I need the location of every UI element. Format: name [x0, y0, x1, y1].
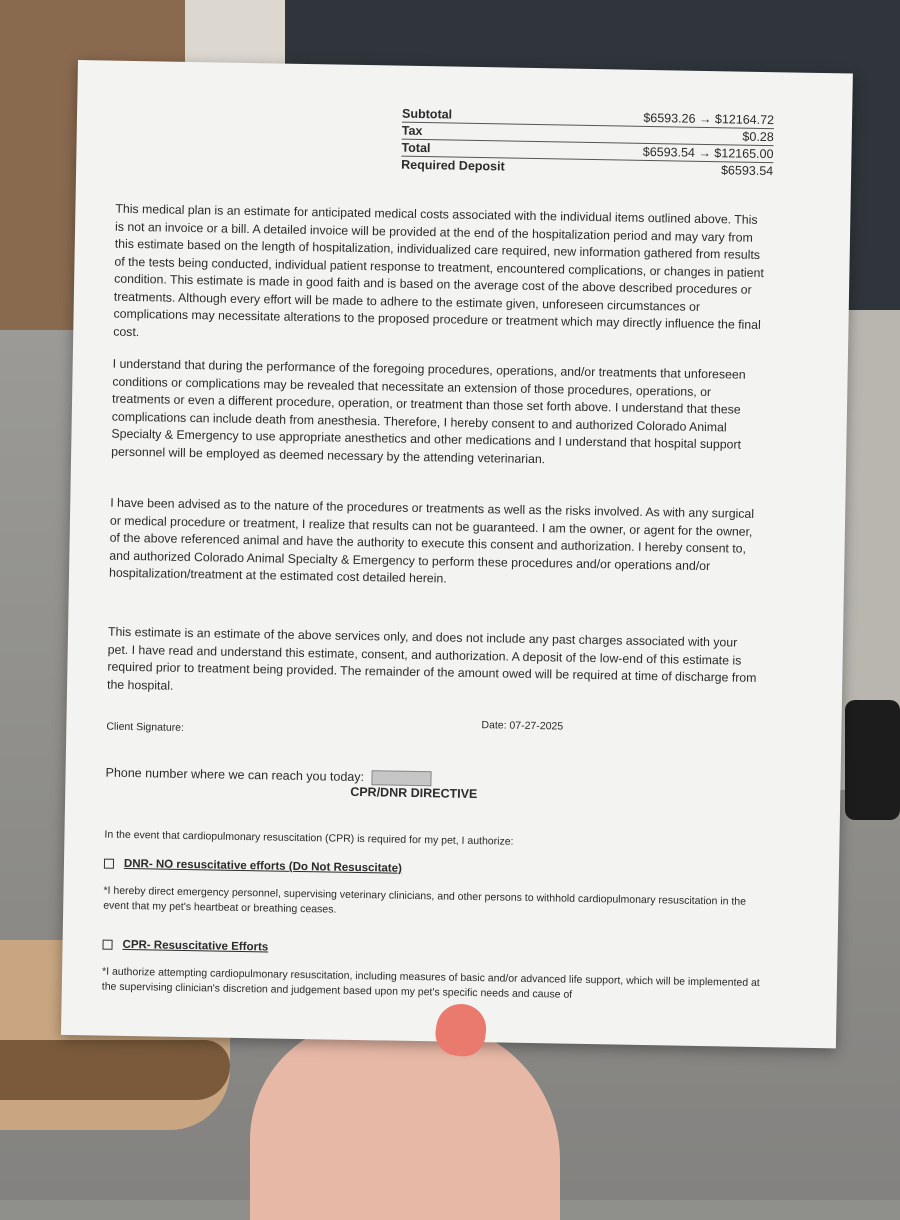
estimate-document [61, 60, 853, 1048]
cpr-checkbox [102, 940, 112, 950]
tax-value: $0.28 [742, 129, 774, 145]
dnr-checkbox [104, 859, 114, 869]
cpr-description: *I authorize attempting cardiopulmonary resuscitation, including measures of basic and/or advanced life support, which will be implemented at the supervising clinician's discretion and judgement based upon my pet's specific needs and cause of [101, 965, 760, 1001]
deposit-label: Required Deposit [401, 157, 505, 174]
signature-date: Date: 07-27-2025 [481, 719, 564, 733]
total-label: Total [401, 140, 431, 156]
dnr-description: *I hereby direct emergency personnel, supervising veterinary clinicians, and other persons to withhold cardiopulmonary resuscitation in the event that my pet's heartbeat or breathing ceases. [103, 884, 747, 916]
phone-label: Phone number where we can reach you today: [105, 765, 365, 785]
complications-consent-paragraph: I understand that during the performance of the foregoing procedures, operations, and/or treatments that unforeseen conditions or complications may be revealed that necessitate an extension of those procedures, operations, or treatments or even a different procedure, operation, or treatment than those set forth above. I understand that these complications can include death from anesthesia. Therefore, I hereby consent to and authorized Colorado Animal Specialty & Emergency to use appropriate anesthetics and other medications and I understand that hospital support personnel will be employed as deemed necessary by the attending veterinarian. [111, 356, 746, 466]
signature-row [106, 721, 756, 732]
deposit-terms-paragraph: This estimate is an estimate of the above services only, and does not include any past charges associated with your pet. I have read and understand this estimate, consent, and authorization. A deposit of the low-end of this estimate is required prior to treatment being provided. The remainder of the amount owed will be required at time of discharge from the hospital. [106, 624, 757, 693]
sandal-strap [0, 1040, 230, 1100]
estimate-disclaimer-paragraph: This medical plan is an estimate for anticipated medical costs associated with the individual items outlined above. This is not an invoice or a bill. A detailed invoice will be provided at the end of the hospitalization period and may vary from this estimate based on the length of hospitalization, individualized care required, new information gathered from results of the tests being conducted, individual patient response to treatment, encountered complications, or changes in patient condition. This estimate is made in good faith and is based on the average cost of the above described procedures or treatments. Although every effort will be made to adhere to the estimate given, unforeseen circumstances or complications may necessitate alterations to the proposed procedure or treatment which may directly influence the final cost. [113, 201, 764, 339]
risks-authorization-paragraph: I have been advised as to the nature of the procedures or treatments as well as the risks involved. As with any surgical or medical procedure or treatment, I realize that results can not be guaranteed. I am the owner, or agent for the owner, of the above referenced animal and have the authority to execute this consent and authorization. I hereby consent to, and authorized Colorado Animal Specialty & Emergency to perform these procedures and/or operations and/or hospitalization/treatment at the estimated cost detailed herein. [108, 495, 755, 586]
totals-table [401, 106, 774, 179]
phone-row [105, 766, 431, 787]
total-value: $6593.54 → $12165.00 [642, 144, 774, 162]
cpr-label: CPR- Resuscitative Efforts [122, 938, 269, 954]
tax-label: Tax [401, 123, 423, 139]
subtotal-value: $6593.26 → $12164.72 [643, 110, 775, 128]
cpr-intro: In the event that cardiopulmonary resuscitation (CPR) is required for my pet, I authorize: [104, 828, 514, 848]
phone-redacted-box [371, 770, 431, 786]
cpr-option [102, 939, 268, 954]
dnr-option [104, 858, 402, 875]
dnr-label: DNR- NO resuscitative efforts (Do Not Resuscitate) [123, 857, 403, 875]
client-signature-label: Client Signature: [106, 720, 185, 734]
cpr-directive-title: CPR/DNR DIRECTIVE [350, 784, 478, 802]
deposit-value: $6593.54 [720, 163, 774, 179]
subtotal-label: Subtotal [401, 106, 453, 122]
background-chair [845, 700, 900, 820]
